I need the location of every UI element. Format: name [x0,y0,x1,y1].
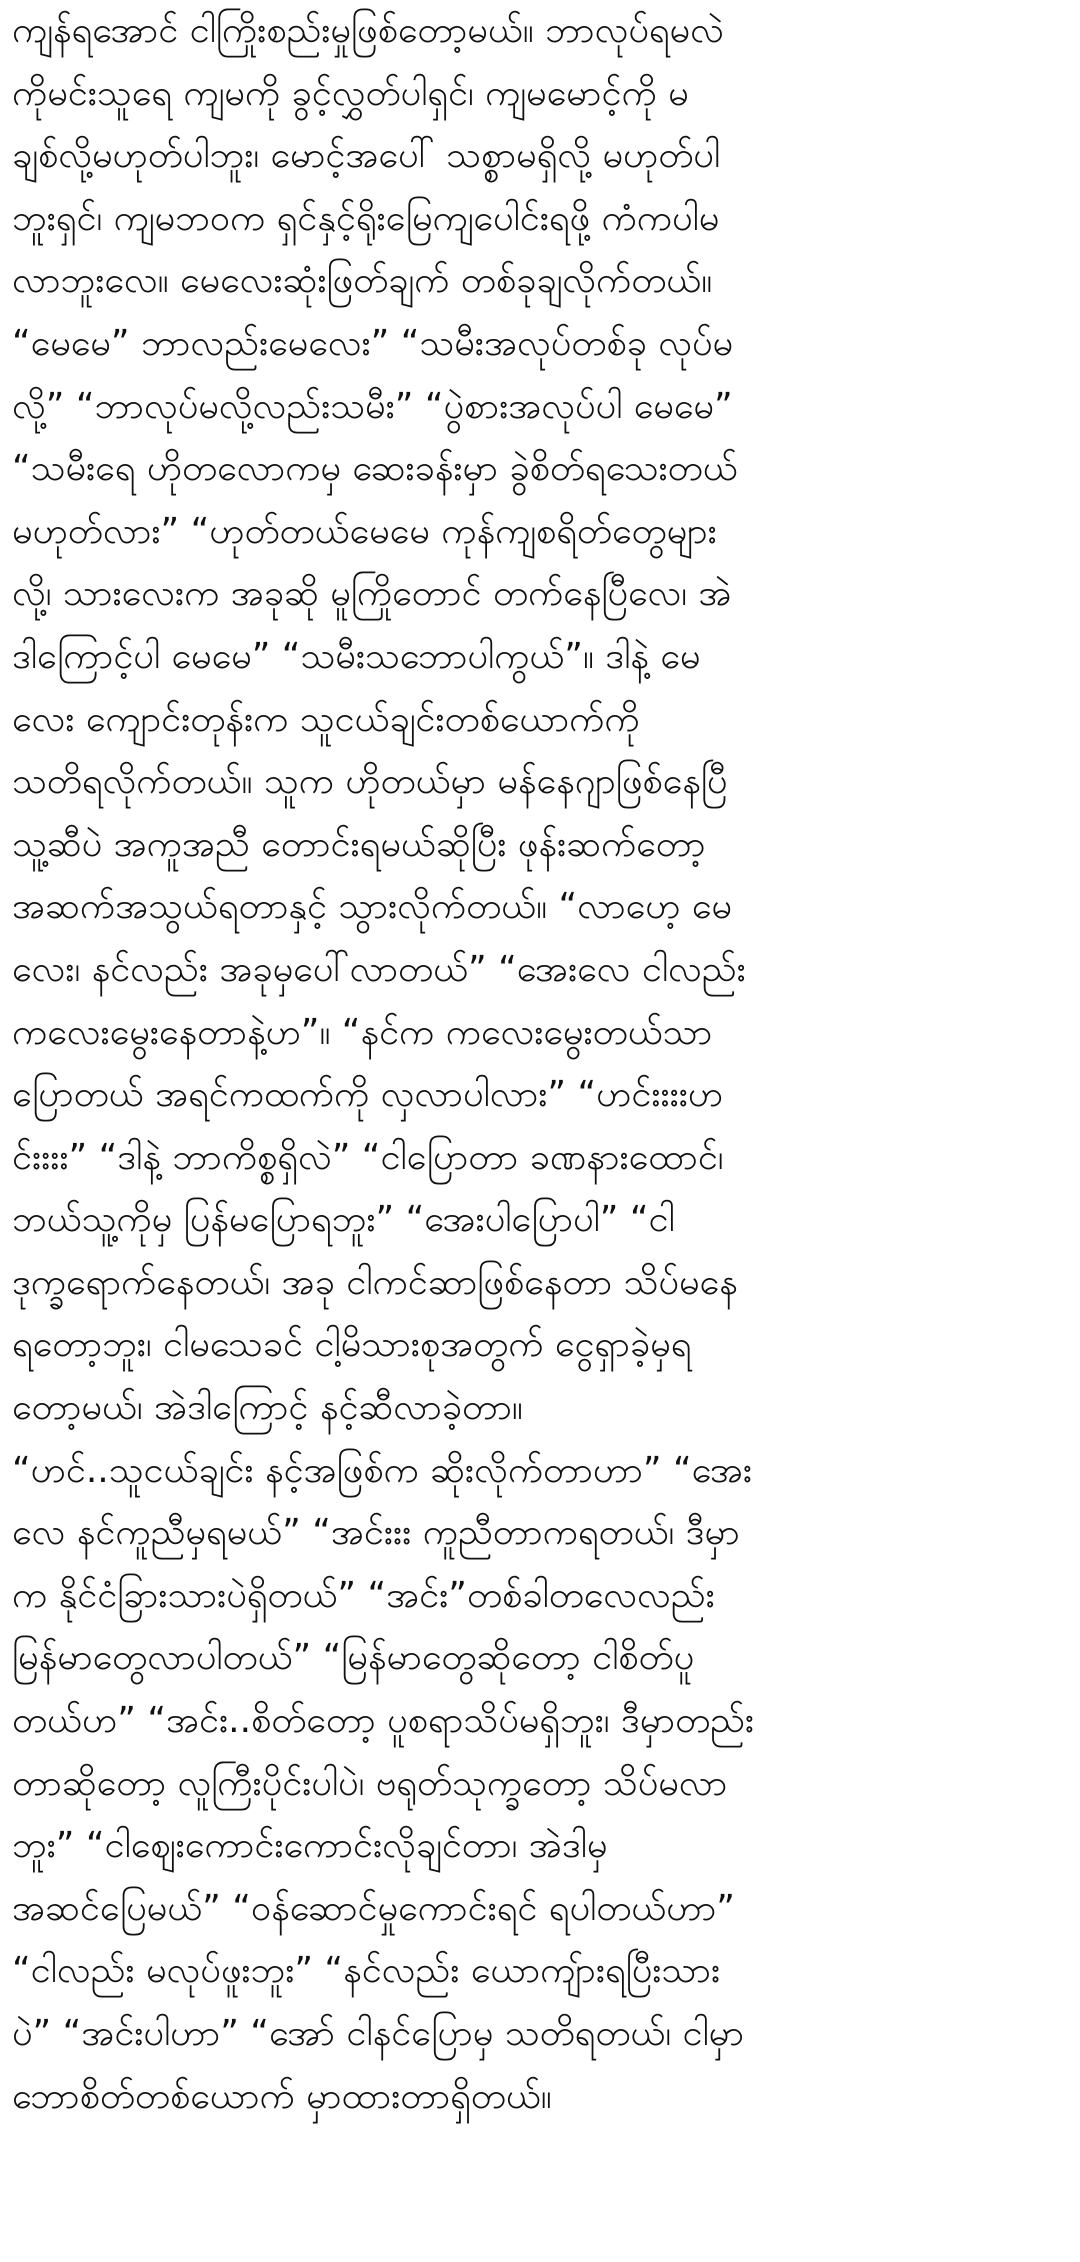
text-line: “မေမေ” ဘာလည်းမေလေး” “သမီးအလုပ်တစ်ခု လုပ်မ [12,322,734,364]
text-line: လေး ကျောင်းတုန်းက သူငယ်ချင်းတစ်ယောက်ကို [12,698,640,740]
text-line: “သမီးရေ ဟိုတလောကမှ ဆေးခန်းမှာ ခွဲစိတ်ရသေးတယ် [12,448,738,490]
text-line: လာဘူးလေ။ မေလေးဆုံးဖြတ်ချက် တစ်ခုချလိုက်တယ်။ [12,260,713,302]
text-line: ဘောစိတ်တစ်ယောက် မှာထားတာရှိတယ်။ [12,2075,552,2117]
text-line: ဒါကြောင့်ပါ မေမေ” “သမီးသဘောပါကွယ်”။ ဒါနဲ့ မေ [12,635,701,677]
text-line: ဘူးရှင်၊ ကျမဘဝက ရှင်နှင့်ရိုးမြေကျပေါင်းရဖို့ ကံကပါမ [12,197,720,239]
text-line: က နိုင်ငံခြားသားပဲရှိတယ်” “အင်း”တစ်ခါတလေလည်း [12,1574,715,1616]
text-line: သတိရလိုက်တယ်။ သူက ဟိုတယ်မှာ မန်နေဂျာဖြစ်နေပြီ [12,761,728,803]
article-text [12,0,1068,2128]
text-line: တော့မယ်၊ အဲဒါကြောင့် နင့်ဆီလာခဲ့တာ။ [12,1387,523,1429]
text-line: ရတော့ဘူး၊ ငါမသေခင် ငါ့မိသားစုအတွက် ငွေရှာခဲ့မှရ [12,1324,692,1366]
text-line: ပဲ” “အင်းပါဟာ” “အော် ငါနင်ပြောမှ သတိရတယ်၊ ငါမှာ [12,2013,745,2054]
text-line: ဘယ်သူ့ကိုမှ ပြန်မပြောရဘူး” “အေးပါပြောပါ” “ငါ [12,1199,675,1241]
text-line: အဆက်အသွယ်ရတာနှင့် သွားလိုက်တယ်။ “လာဟေ့ မေ [12,886,732,928]
text-line: လေ နင်ကူညီမှရမယ်” “အင်းးး ကူညီတာကရတယ်၊ ဒီမှာ [12,1512,740,1554]
text-line: ကျန်ရအောင် ငါကြိုးစည်းမှုဖြစ်တော့မယ်။ ဘာလုပ်ရမလဲ [12,10,724,51]
text-line: ပြောတယ် အရင်ကထက်ကို လှလာပါလား” “ဟင်းးးးဟ [12,1074,724,1116]
text-line: လေး၊ နင်လည်း အခုမှပေါ်လာတယ်” “အေးလေ ငါလည်း [12,948,746,990]
text-line: ချစ်လို့မဟုတ်ပါဘူး၊ မောင့်အပေါ် သစ္စာမရှိလို့ မဟုတ်ပါ [12,135,721,177]
text-line: ဘူး” “ငါဈေးကောင်းကောင်းလိုချင်တာ၊ အဲဒါမှ [12,1825,608,1867]
text-line: မဟုတ်လား” “ဟုတ်တယ်မေမေ ကုန်ကျစရိတ်တွေများ [12,510,717,552]
text-line: လို့၊ သားလေးက အခုဆို မူကြိုတောင် တက်နေပြီလေ၊ အဲ [12,573,732,615]
text-line: “ငါလည်း မလုပ်ဖူးဘူး” “နင်လည်း ယောကျ်ားရပြီးသား [12,1950,721,1992]
text-line: ကလေးမွေးနေတာနဲ့ဟ”။ “နင်က ကလေးမွေးတယ်သာ [12,1011,713,1053]
text-line: တယ်ဟ” “အင်း..စိတ်တော့ ပူစရာသိပ်မရှိဘူး၊ ဒီမှာတည်း [12,1700,755,1742]
text-line: င်းးးး” “ဒါနဲ့ ဘာကိစ္စရှိလဲ” “ငါပြောတာ ခဏနားထောင်၊ [12,1136,724,1178]
text-line: မြန်မာတွေလာပါတယ်” “မြန်မာတွေဆိုတော့ ငါစိတ်ပူ [12,1637,695,1679]
text-line: တာဆိုတော့ လူကြီးပိုင်းပါပဲ၊ ဗရုတ်သုက္ခတော့ သိပ်မလာ [12,1762,728,1804]
text-line: ကိုမင်းသူရေ ကျမကို ခွင့်လွှတ်ပါရှင်၊ ကျမမောင့်ကို မ [12,72,689,114]
text-line: အဆင်ပြေမယ်” “ဝန်ဆောင်မှုကောင်းရင် ရပါတယ်ဟာ” [12,1887,735,1929]
text-line: “ဟင်..သူငယ်ချင်း နင့်အဖြစ်က ဆိုးလိုက်တာဟာ” “အေး [12,1449,753,1491]
text-line: သူ့ဆီပဲ အကူအညီ တောင်းရမယ်ဆိုပြီး ဖုန်းဆက်တော့ [12,823,706,865]
text-line: ဒုက္ခရောက်နေတယ်၊ အခု ငါကင်ဆာဖြစ်နေတာ သိပ်မနေ [12,1261,738,1303]
text-line: လို့” “ဘာလုပ်မလို့လည်းသမီး” “ပွဲစားအလုပ်ပါ မေမေ” [12,385,733,427]
